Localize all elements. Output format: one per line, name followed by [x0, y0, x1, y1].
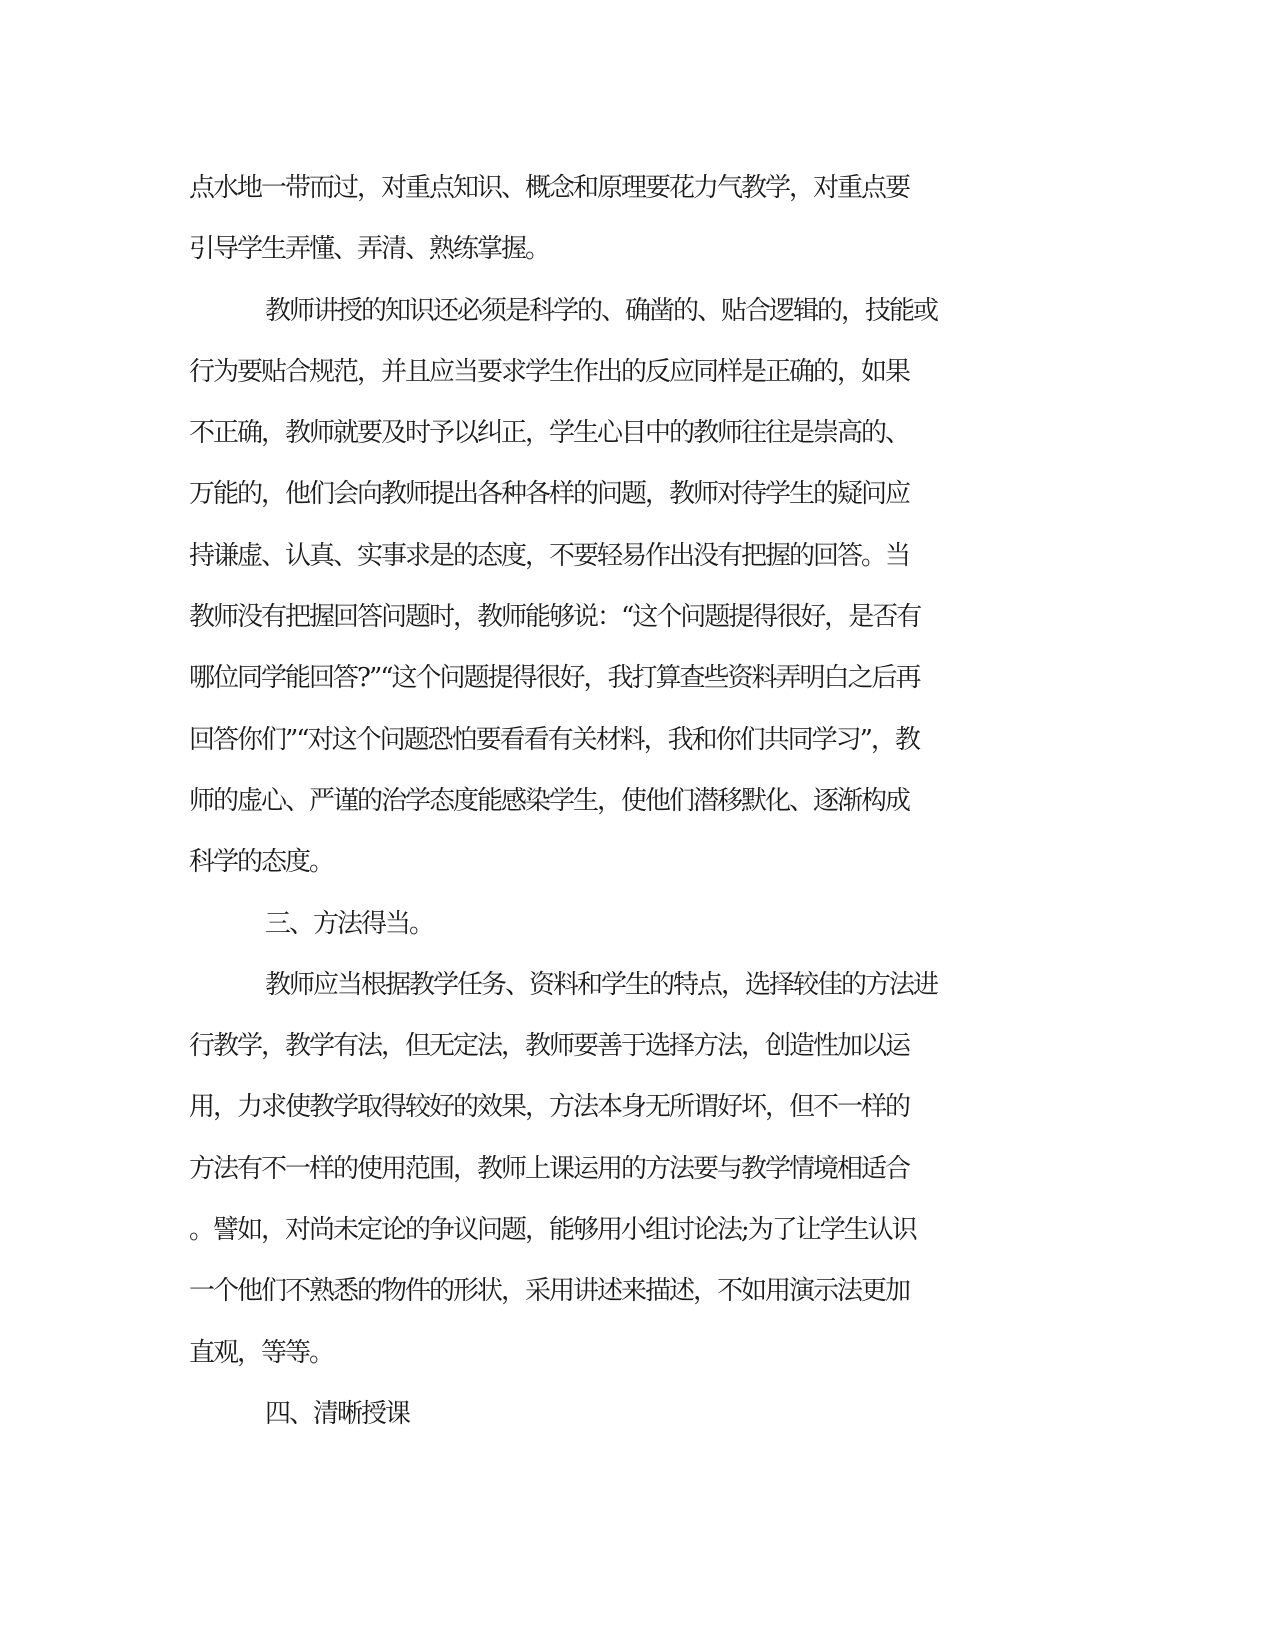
text-line: 用，力求使教学取得较好的效果，方法本身无所谓好坏，但不一样的: [189, 1092, 910, 1123]
text-line: 方法有不一样的使用范围，教师上课运用的方法要与教学情境相适合: [189, 1153, 910, 1184]
text-line: 持谦虚、认真、实事求是的态度，不要轻易作出没有把握的回答。当: [189, 540, 910, 571]
text-line: 哪位同学能回答?”“这个问题提得很好，我打算查些资料弄明白之后再: [189, 663, 920, 694]
text-line: 教师讲授的知识还必须是科学的、确凿的、贴合逻辑的，技能或: [265, 295, 938, 326]
text-line: 一个他们不熟悉的物件的形状，采用讲述来描述，不如用演示法更加: [189, 1276, 910, 1307]
text-line: 行教学，教学有法，但无定法，教师要善于选择方法，创造性加以运: [189, 1031, 910, 1062]
text-line: 万能的，他们会向教师提出各种各样的问题，教师对待学生的疑问应: [189, 479, 910, 510]
text-line: 教师应当根据教学任务、资料和学生的特点，选择较佳的方法进: [265, 969, 938, 1000]
text-line: 三、方法得当。: [265, 908, 434, 939]
text-line: 。譬如，对尚未定论的争议问题，能够用小组讨论法;为了让学生认识: [189, 1215, 916, 1246]
document-body: [189, 158, 1069, 1445]
text-line: 直观，等等。: [189, 1337, 334, 1368]
text-line: 科学的态度。: [189, 847, 334, 878]
text-line: 不正确，教师就要及时予以纠正，学生心目中的教师往往是崇高的、: [189, 418, 910, 449]
text-line: 师的虚心、严谨的治学态度能感染学生，使他们潜移默化、逐渐构成: [189, 785, 910, 816]
text-line: 行为要贴合规范，并且应当要求学生作出的反应同样是正确的，如果: [189, 356, 910, 387]
text-line: 点水地一带而过，对重点知识、概念和原理要花力气教学，对重点要: [189, 173, 910, 203]
text-line: 回答你们”“对这个问题恐怕要看看有关材料，我和你们共同学习”，教: [189, 724, 919, 755]
text-line: 四、清晰授课: [265, 1398, 410, 1429]
text-line: 教师没有把握回答问题时，教师能够说：“这个问题提得很好，是否有: [189, 602, 921, 633]
text-line: 引导学生弄懂、弄清、熟练掌握。: [189, 234, 550, 265]
